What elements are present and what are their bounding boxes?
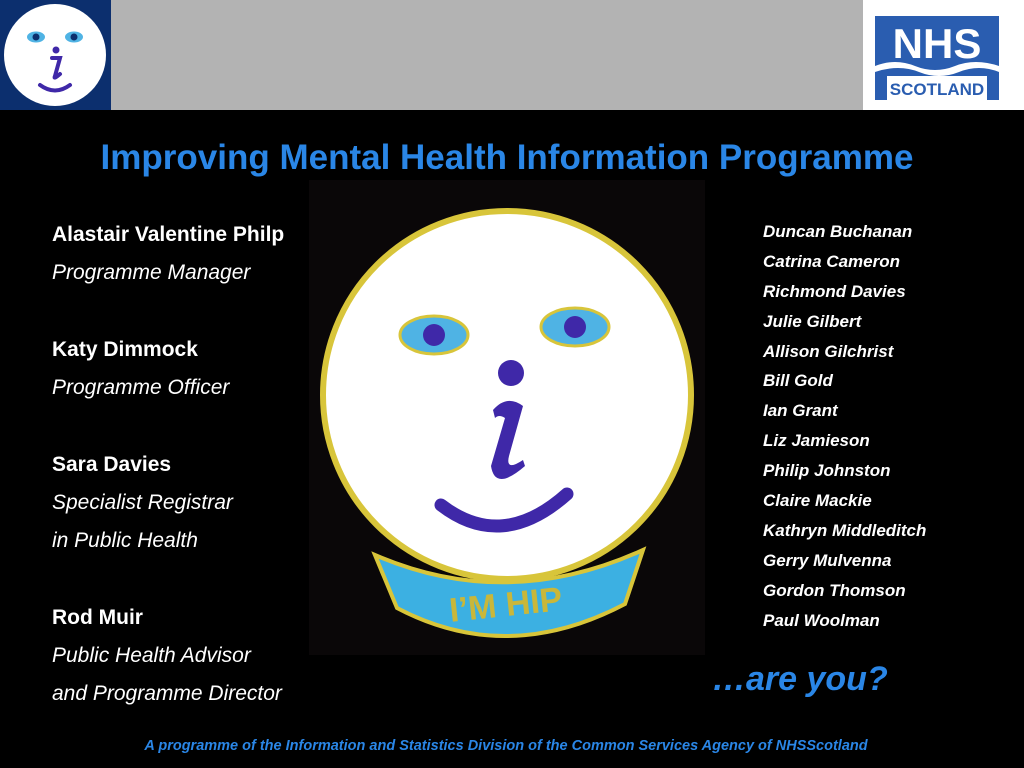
- list-item: Bill Gold: [763, 371, 833, 391]
- page-title: Improving Mental Health Information Programme: [100, 138, 914, 177]
- staff-list: [52, 218, 284, 715]
- nhs-scotland-logo: [863, 0, 1024, 110]
- staff-role: Programme Manager: [52, 261, 251, 284]
- list-item: Kathryn Middleditch: [763, 520, 927, 540]
- nhs-logo-subtext: SCOTLAND: [889, 80, 985, 99]
- list-item: Liz Jamieson: [763, 431, 870, 451]
- header-bar: [111, 0, 863, 110]
- staff-role: and Programme Director: [52, 682, 282, 705]
- staff-name: Katy Dimmock: [52, 338, 198, 361]
- staff-role: Programme Officer: [52, 376, 230, 399]
- badge-text: I’M HIP: [447, 580, 565, 630]
- staff-name: Rod Muir: [52, 606, 143, 629]
- staff-name: Alastair Valentine Philp: [52, 223, 285, 246]
- list-item: Allison Gilchrist: [763, 341, 894, 361]
- nhs-logo-icon: [863, 0, 1024, 110]
- members-list: [763, 220, 926, 638]
- staff-role: Public Health Advisor: [52, 644, 251, 667]
- smiley-logo-icon: [0, 0, 111, 110]
- staff-role: in Public Health: [52, 529, 198, 552]
- list-item: Richmond Davies: [763, 281, 906, 301]
- staff-name: Sara Davies: [52, 453, 172, 476]
- list-item: Gordon Thomson: [763, 580, 906, 600]
- smiley-face-illustration: [309, 180, 705, 655]
- tagline: …are you?: [712, 660, 888, 698]
- list-item: Duncan Buchanan: [763, 222, 913, 241]
- staff-role: Specialist Registrar: [52, 491, 233, 514]
- header-logo-panel: [0, 0, 111, 110]
- list-item: Gerry Mulvenna: [763, 550, 892, 570]
- list-item: Julie Gilbert: [763, 311, 862, 331]
- info-dot-icon: [498, 360, 524, 386]
- footer-text: A programme of the Information and Statistics Division of the Common Services Agency of NHSScotland: [144, 738, 868, 754]
- list-item: Philip Johnston: [763, 461, 891, 481]
- list-item: Claire Mackie: [763, 491, 872, 511]
- list-item: Paul Woolman: [763, 610, 880, 630]
- list-item: Ian Grant: [763, 401, 838, 421]
- nhs-logo-text: NHS: [892, 20, 982, 67]
- list-item: Catrina Cameron: [763, 251, 900, 271]
